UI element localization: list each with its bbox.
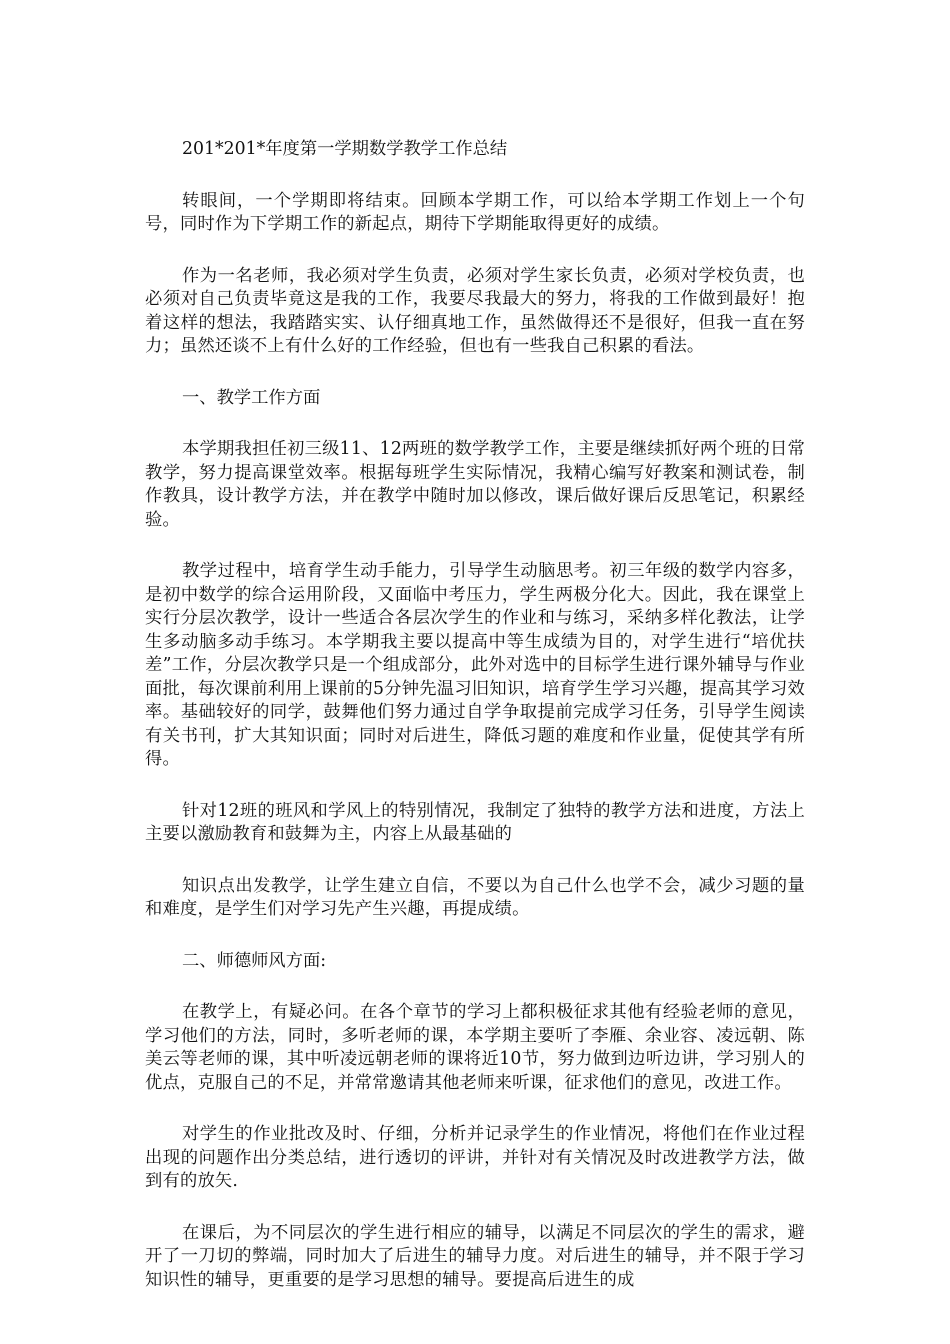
paragraph-responsibility: 作为一名老师，我必须对学生负责，必须对学生家长负责，必须对学校负责，也必须对自己负责毕竟这是我的工作，我要尽我最大的努力，将我的工作做到最好！抱着这样的想法，我踏踏实实、认仔细真地工作，虽然做得还不是很好，但我一直在努力；虽然还谈不上有什么好的工作经验，但也有一些我自己积累的看法。 <box>145 265 805 356</box>
paragraph-knowledge-points: 知识点出发教学，让学生建立自信，不要以为自己什么也学不会，减少习题的量和难度，是学生们对学习先产生兴趣，再提成绩。 <box>145 875 805 919</box>
paragraph-after-class-tutoring: 在课后，为不同层次的学生进行相应的辅导，以满足不同层次的学生的需求，避开了一刀切的弊端，同时加大了后进生的辅导力度。对后进生的辅导，并不限于学习知识性的辅导，更重要的是学习思想的辅导。要提高后进生的成 <box>145 1222 805 1290</box>
section-heading-ethics: 二、师德师风方面: <box>182 950 327 971</box>
paragraph-teaching-process: 教学过程中，培育学生动手能力，引导学生动脑思考。初三年级的数学内容多，是初中数学的综合运用阶段，又面临中考压力，学生两极分化大。因此，我在课堂上实行分层次教学，设计一些适合各层次学生的作业和与练习，采纳多样化教法，让学生多动脑多动手练习。本学期我主要以提高中等生成绩为目的，对学生进行“培优扶差”工作，分层次教学只是一个组成部分，此外对选中的目标学生进行课外辅导与作业面批，每次课前利用上课前的5分钟先温习旧知识，培育学生学习兴趣，提高其学习效率。基础较好的同学，鼓舞他们努力通过自学争取提前完成学习任务，引导学生阅读有关书刊，扩大其知识面；同时对后进生，降低习题的难度和作业量，促使其学有所得。 <box>145 561 805 769</box>
document-title: 201*201*年度第一学期数学教学工作总结 <box>182 139 508 159</box>
paragraph-homework-grading: 对学生的作业批改及时、仔细，分析并记录学生的作业情况，将他们在作业过程出现的问题作出分类总结，进行透切的评讲，并针对有关情况及时改进教学方法，做到有的放矢. <box>145 1124 805 1191</box>
section-heading-teaching: 一、教学工作方面 <box>182 387 321 408</box>
paragraph-teaching-duties: 本学期我担任初三级11、12两班的数学教学工作，主要是继续抓好两个班的日常教学，努力提高课堂效率。根据每班学生实际情况，我精心编写好教案和测试卷，制作教具，设计教学方法，并在教学中随时加以修改，课后做好课后反思笔记，积累经验。 <box>145 439 805 530</box>
paragraph-learning-from-peers: 在教学上，有疑必问。在各个章节的学习上都积极征求其他有经验老师的意见，学习他们的方法，同时，多听老师的课，本学期主要听了李雁、余业容、凌远朝、陈美云等老师的课，其中听凌远朝老师的课将近10节，努力做到边听边讲，学习别人的优点，克服自己的不足，并常常邀请其他老师来听课，征求他们的意见，改进工作。 <box>145 1002 805 1093</box>
paragraph-class-12: 针对12班的班风和学风上的特别情况，我制定了独特的教学方法和进度，方法上主要以激励教育和鼓舞为主，内容上从最基础的 <box>145 800 805 844</box>
paragraph-intro: 转眼间，一个学期即将结束。回顾本学期工作，可以给本学期工作划上一个句号，同时作为下学期工作的新起点，期待下学期能取得更好的成绩。 <box>145 190 805 234</box>
document-page <box>145 128 805 1320</box>
